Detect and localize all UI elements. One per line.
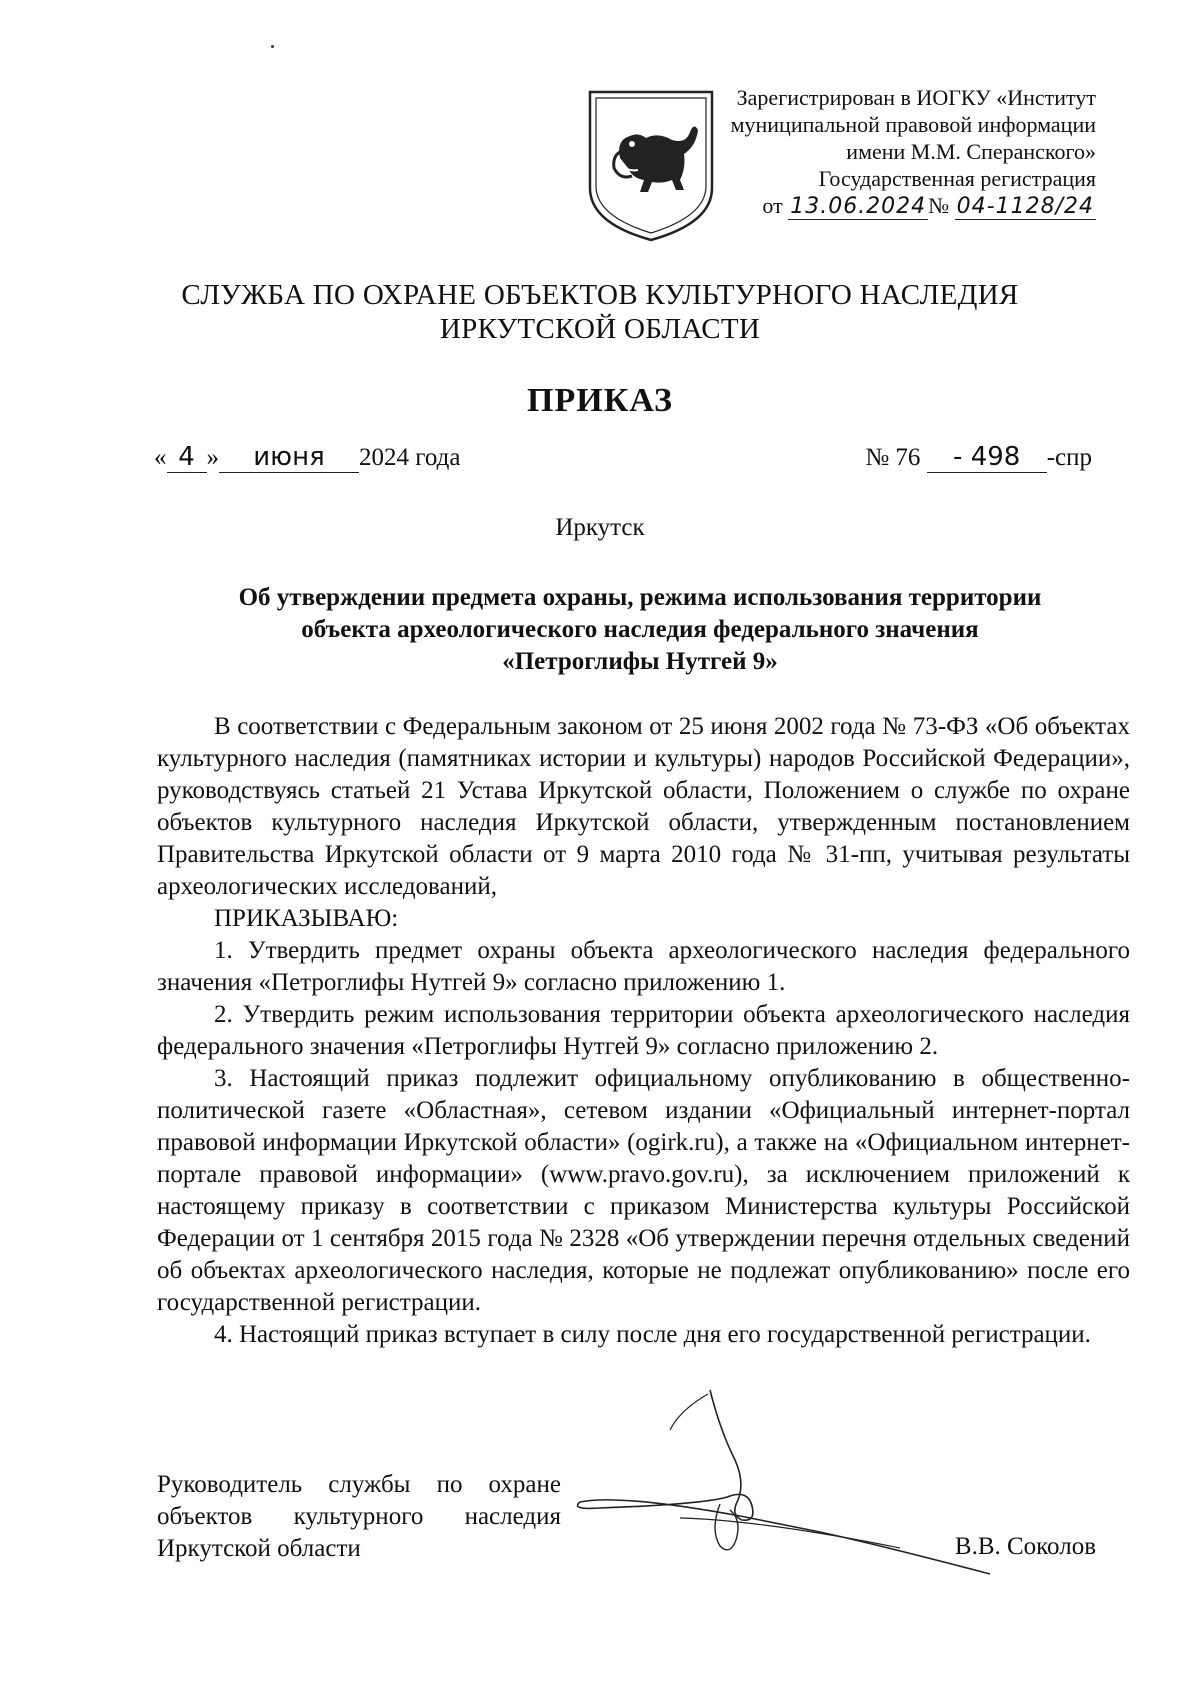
order-date [154, 442, 460, 473]
registration-line-1: Зарегистрирован в ИОГКУ «Институт [736, 85, 1096, 110]
registration-from-label: от [762, 193, 783, 218]
date-close-quote: » [206, 444, 219, 471]
order-item-4: 4. Настоящий приказ вступает в силу после дня его государственной регистрации. [214, 1321, 1091, 1348]
agency-name-line-1: СЛУЖБА ПО ОХРАНЕ ОБЪЕКТОВ КУЛЬТУРНОГО НАСЛЕДИЯ [181, 279, 1019, 311]
date-open-quote: « [154, 444, 167, 471]
signatory-position-line-2: объектов культурного наследия [157, 1503, 561, 1530]
order-title-line-2: объекта археологического наследия федерального значения [301, 616, 979, 643]
order-word: ПРИКАЗЫВАЮ: [214, 905, 399, 932]
signatory-position-line-1: Руководитель службы по охране [157, 1471, 561, 1498]
order-number [865, 442, 1092, 473]
preamble-paragraph: В соответствии с Федеральным законом от 25 июня 2002 года № 73-ФЗ «Об объектах культурного наследия (памятниках истории и культуры) народов Российской Федерации», руководствуясь статьей 21 Устава Иркутской области, Положением о службе по охране объектов культурного наследия Иркутской области, утвержденным постановлением Правительства Иркутской области от 9 марта 2010 года № 31-пп, учитывая результаты археологических исследований, [157, 713, 1130, 900]
signatory-name: В.В. Соколов [954, 1533, 1096, 1560]
city: Иркутск [555, 514, 645, 541]
order-number-prefix: № 76 [865, 444, 921, 471]
order-title [150, 582, 1130, 678]
order-title-line-3: «Петроглифы Нутгей 9» [502, 648, 778, 675]
handwritten-signature [560, 1370, 1000, 1600]
agency-name [0, 278, 1200, 346]
signatory-position-line-3: Иркутской области [157, 1535, 361, 1562]
registration-note [676, 84, 1096, 220]
order-item-3: 3. Настоящий приказ подлежит официальному опубликованию в общественно-политической газете «Областная», сетевом издании «Официальный интернет-портал правовой информации Иркутской области» (ogirk.ru), а также на «Официальном интернет-портале правовой информации» (www.pravo.gov.ru), за исключением приложений к настоящему приказу в соответствии с приказом Министерства культуры Российской Федерации от 1 сентября 2015 года № 2328 «Об утверждении перечня отдельных сведений об объектах археологического наследия, которые не подлежат опубликованию» после его государственной регистрации. [157, 1065, 1130, 1316]
order-item-1: 1. Утвердить предмет охраны объекта археологического наследия федерального значения «Петроглифы Нутгей 9» согласно приложению 1. [157, 937, 1130, 996]
scan-speck [271, 45, 274, 48]
order-number-suffix: -спр [1046, 444, 1092, 471]
date-day-handwritten: 4 [167, 442, 207, 473]
registration-line-5 [676, 192, 1096, 220]
order-item-2: 2. Утвердить режим использования территории объекта археологического наследия федерального значения «Петроглифы Нутгей 9» согласно приложению 2. [157, 1001, 1130, 1060]
registration-number-handwritten: 04-1128/24 [956, 194, 1094, 219]
order-title-line-1: Об утверждении предмета охраны, режима использования территории [238, 584, 1042, 611]
registration-date-handwritten: 13.06.2024 [790, 194, 927, 219]
date-month-handwritten: июня [219, 442, 359, 473]
order-number-handwritten: - 498 [927, 442, 1047, 473]
document-type-heading: ПРИКАЗ [527, 382, 673, 419]
registration-line-4: Государственная регистрация [818, 166, 1096, 191]
registration-number-label: № [928, 193, 950, 218]
registration-line-3: имени М.М. Сперанского» [846, 139, 1096, 164]
signatory-position [157, 1469, 561, 1565]
order-body [157, 711, 1130, 1351]
agency-name-line-2: ИРКУТСКОЙ ОБЛАСТИ [439, 313, 761, 345]
date-year: 2024 года [359, 444, 461, 471]
registration-line-2: муниципальной правовой информации [730, 112, 1096, 137]
